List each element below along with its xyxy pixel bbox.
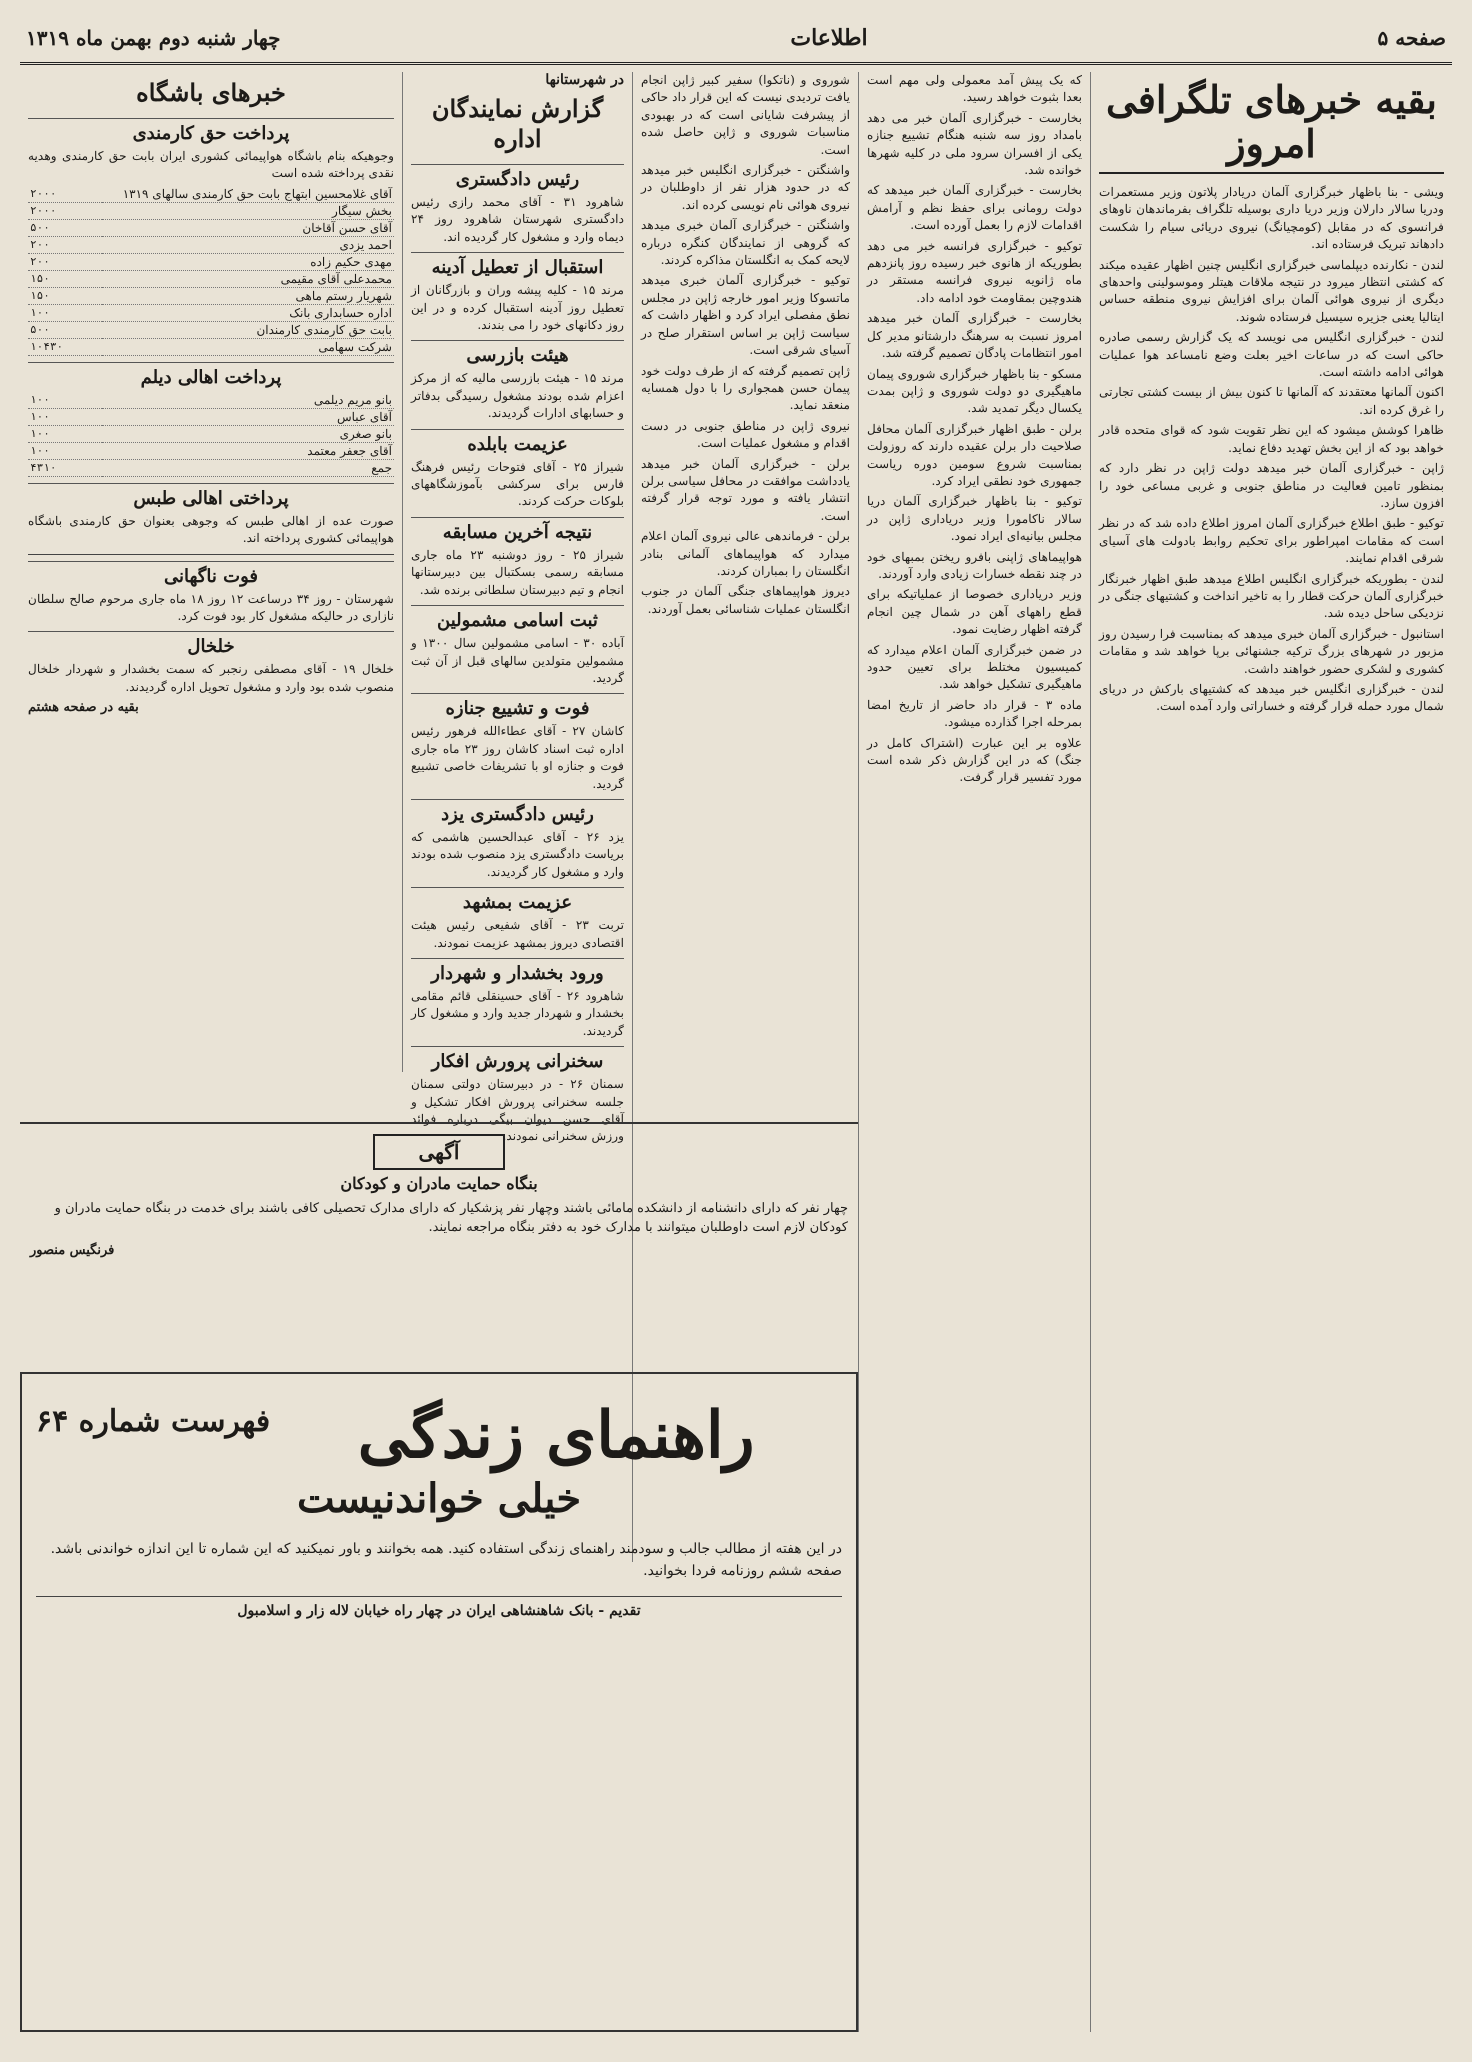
- table-row: مهدی حکیم زاده ۲۰۰: [30, 254, 392, 269]
- paragraph: دیروز هواپیماهای جنگی آلمان در جنوب انگلستان عملیات شناسائی بعمل آوردند.: [641, 584, 850, 616]
- table-row: بابت حق کارمندی کارمندان ۵۰۰: [30, 322, 392, 337]
- paragraph: وزیر دریاداری خصوصا از عملیاتیکه برای قطع راههای آهن در شمال چین انجام گرفته اظهار رضایت نمود.: [867, 587, 1082, 637]
- section-text: خلخال ۱۹ - آقای مصطفی رنجبر که سمت بخشدار و شهردار خلخال منصوب شده بود وارد و مشغول تحویل اداره گردیدند.: [28, 662, 394, 694]
- table-row: آقای حسن آقاخان ۵۰۰: [30, 220, 392, 235]
- section-text: کاشان ۲۷ - آقای عطاءالله فرهور رئیس اداره ثبت اسناد کاشان روز ۲۳ ماه جاری فوت و جنازه او با تشریفات خاصی تشییع گردید.: [411, 724, 624, 791]
- contribution-table: [28, 392, 394, 477]
- paragraph: برلن - فرماندهی عالی نیروی آلمان اعلام میدارد که هواپیماهای آلمانی بنادر انگلستان را بمباران کردند.: [641, 529, 850, 578]
- table-row: شهریار رستم ماهی ۱۵۰: [30, 288, 392, 303]
- paragraph: بخارست - خبرگزاری آلمان خبر میدهد امروز نسبت به سرهنگ دارشتانو مدیر کل امور انتظامات پادگان تصمیم گرفته شد.: [867, 311, 1082, 361]
- paragraph: لندن - بطوریکه خبرگزاری انگلیس اطلاع میدهد طبق اظهار خبرنگار خبرگزاری آلمان حرکت قطار را به تاخیر انداخت و کشتیهای جنگی در نزدیکی ساحل دیده شد.: [1099, 571, 1444, 621]
- section-text: تربت ۲۳ - آقای شفیعی رئیس هیئت اقتصادی دیروز بمشهد عزیمت نمودند.: [411, 918, 624, 950]
- notice-box: [20, 1122, 858, 1362]
- paragraph: توکیو - بنا باظهار خبرگزاری آلمان دریا سالار ناکامورا وزیر دریاداری ژاپن در مجلس بیانیه‌ای ایراد نمود.: [867, 494, 1082, 544]
- ad-footer: تقدیم - بانک شاهنشاهی ایران در چهار راه خیابان لاله زار و اسلامبول: [237, 1603, 641, 1619]
- club-intro: وجوهیکه بنام باشگاه هواپیمائی کشوری ایران بابت حق کارمندی وهدیه نقدی پرداخته شده است: [28, 149, 394, 181]
- section-title: هیئت بازرسی: [411, 340, 624, 366]
- section-title: فوت ناگهانی: [28, 561, 394, 587]
- columns: [20, 72, 1452, 2032]
- section-title: عزیمت بمشهد: [411, 887, 624, 913]
- section-text: شاهرود ۲۶ - آقای حسینقلی قائم مقامی بخشدار و شهردار جدید وارد و مشغول کار گردیدند.: [411, 988, 624, 1038]
- paragraph: ویشی - بنا باظهار خبرگزاری آلمان دریادار پلاتون وزیر مستعمرات ودریا سالار دارلان وزیر دریا داری بوسیله تلگراف بفرماندهان ناوهای فرانسوی که در مقابل (کومچیانگ) نیروی دریائی سیام را شکست دادهاند تبریک فرستاده اند.: [1099, 185, 1444, 252]
- section-title: عزیمت بابلده: [411, 429, 624, 455]
- paragraph: واشنگتن - خبرگزاری آلمان خبری میدهد که گروهی از نمایندگان کنگره درباره لایحه کمک به انگلستان مذاکره کردند.: [641, 218, 850, 268]
- notice-text: چهار نفر که دارای دانشنامه از دانشکده مامائی باشند وچهار نفر پزشکیار که دارای مدارک تحصیلی کافی باشند برای خدمت در بنگاه حمایت مادران و کودکان لازم است داوطلبان میتوانند با مدارک خود به دفتر بنگاه مراجعه نمایند.: [54, 1201, 848, 1235]
- table-row: جمع ۴۳۱۰: [30, 460, 392, 475]
- column-telegraph: [1090, 72, 1452, 2032]
- telegraph-body: [1099, 184, 1444, 716]
- provinces-headline: گزارش نمایندگان اداره: [431, 94, 604, 153]
- province-section: [411, 958, 624, 1040]
- table-row: آقای عباس ۱۰۰: [30, 409, 392, 424]
- paragraph: مسکو - بنا باظهار خبرگزاری شوروی پیمان ماهیگیری دو دولت شوروی و ژاپن بمدت یکسال دیگر تمدید شد.: [867, 366, 1082, 416]
- contribution-table: [28, 186, 394, 356]
- paragraph: لندن - خبرگزاری انگلیس می نویسد که یک گزارش رسمی صادره حاکی است که در ساعات اخیر بعلت وضع نامساعد هوا عملیات هوائی ادامه داشته است.: [1099, 330, 1444, 380]
- notice-signature: فرنگیس منصور: [30, 1243, 115, 1258]
- section-title: رئیس دادگستری: [411, 164, 624, 190]
- paragraph: اکنون آلمانها معتقدند که آلمانها تا کنون بیش از بیست کشتی تجارتی را غرق کرده اند.: [1099, 385, 1444, 417]
- ad-text: در این هفته از مطالب جالب و سودمند راهنمای زندگی استفاده کنید. همه بخوانند و باور نمیکنید که این شماره تا این اندازه خواندنی باشد. صفحه ششم روزنامه فردا بخوانید.: [50, 1541, 842, 1579]
- table-row: بخش سیگار ۲۰۰۰: [30, 203, 392, 218]
- obit-section: [28, 561, 394, 626]
- club-subhead: پرداخت حق کارمندی: [28, 118, 394, 144]
- paragraph: نیروی ژاپن در مناطق جنوبی در دست اقدام و مشغول عملیات است.: [641, 418, 850, 451]
- club-headline: خبرهای باشگاه: [136, 78, 286, 107]
- advertisement: [20, 1372, 858, 2032]
- section-text: شهرستان - روز ۳۴ درساعت ۱۲ روز ۱۸ ماه جاری مرحوم صالح سلطان نازاری در حالیکه مشغول کار بود فوت کرد.: [28, 591, 394, 624]
- province-section: [411, 340, 624, 422]
- divider: [28, 554, 394, 555]
- club-subhead: پرداخت اهالی دیلم: [28, 362, 394, 388]
- province-section: [411, 799, 624, 881]
- province-section: [411, 605, 624, 687]
- table-row: شرکت سهامی ۱۰۴۳۰: [30, 339, 392, 354]
- column-club: [20, 72, 402, 1072]
- provinces-kicker: در شهرستانها: [545, 72, 624, 88]
- province-section: [411, 252, 624, 334]
- paragraph: لندن - خبرگزاری انگلیس خبر میدهد که کشتیهای بارکش در دریای شمال مورد حمله قرار گرفته و خساراتی وارد آمده است.: [1099, 681, 1444, 714]
- section-title: رئیس دادگستری یزد: [411, 799, 624, 825]
- paragraph: استانبول - خبرگزاری آلمان خبری میدهد که بمناسبت فرا رسیدن روز مزبور در شهرهای بزرگ ترکیه جشنهائی برپا خواهد شد و مقامات کشوری و لشکری حضور خواهند داشت.: [1099, 626, 1444, 676]
- paragraph: ماده ۳ - قرار داد حاضر از تاریخ امضا بمرحله اجرا گذارده میشود.: [867, 697, 1082, 730]
- newspaper-name: اطلاعات: [790, 25, 868, 51]
- paragraph: علاوه بر این عبارت (اشتراک کامل در جنگ) که در این گزارش ذکر شده است مورد تفسیر قرار گرفت.: [867, 735, 1082, 785]
- paragraph: ژاپن - خبرگزاری آلمان خبر میدهد دولت ژاپن در نظر دارد که بمنظور تامین فعالیت در مناطق جنوبی و غربی مساعی خود را افزون سازد.: [1099, 461, 1444, 510]
- paragraph: توکیو - طبق اطلاع خبرگزاری آلمان امروز اطلاع داده شد که در نظر است که مقامات امپراطور برای تحکیم روابط بادولت های آسیای شرقی اقدام نمایند.: [1099, 516, 1444, 566]
- continued-note: بقیه در صفحه هشتم: [28, 700, 139, 716]
- club-paragraph: صورت عده از اهالی طبس که وجوهی بعنوان حق کارمندی باشگاه هواپیمائی کشوری پرداخته اند.: [28, 513, 394, 546]
- section-title: فوت و تشییع جنازه: [411, 693, 624, 719]
- paragraph: واشنگتن - خبرگزاری انگلیس خبر میدهد که در حدود هزار نفر از داوطلبان در نیروی هوائی نام نویسی کرده اند.: [641, 163, 850, 212]
- paragraph: لندن - نکارنده دیپلماسی خبرگزاری انگلیس چنین اظهار عقیده میکند که کشتی انتظار میرود در نتیجه ملاقات هیتلر وموسولینی واحدهای دیگری از نیروی هوائی آلمان برای افزایش نیروی منطقه حساس ایتالیا یعنی جزیره سیسیل فرستاده شوند.: [1099, 257, 1444, 324]
- section-title: نتیجه آخرین مسابقه: [411, 517, 624, 543]
- section-text: مرند ۱۵ - هیئت بازرسی مالیه که از مرکز اعزام شده بودند مشغول رسیدگی بدفاتر و حسابهای ادارات گردیدند.: [411, 371, 624, 421]
- section-text: سمنان ۲۶ - در دبیرستان دولتی سمنان جلسه سخنرانی پرورش افکار تشکیل و آقای حسن دیوان بیگی درباره فوائد ورزش سخنرانی نمودند.: [411, 1077, 624, 1144]
- table-row: بانو مریم دیلمی ۱۰۰: [30, 392, 392, 407]
- club-subhead: پرداختی اهالی طبس: [28, 483, 394, 509]
- telegraph-headline: بقیه خبرهای تلگرافی امروز: [1099, 78, 1444, 174]
- section-text: مرند ۱۵ - کلیه پیشه وران و بازرگانان از تعطیل روز آدینه استقبال کرده و در این روز دکانهای خود را می بندند.: [411, 283, 624, 333]
- section-text: آباده ۳۰ - اسامی مشمولین سال ۱۳۰۰ و مشمولین متولدین سالهای قبل از آن ثبت گردید.: [411, 636, 624, 685]
- notice-subtitle: بنگاه حمایت مادران و کودکان: [340, 1174, 538, 1193]
- column-news-2: [858, 72, 1090, 2032]
- section-text: شاهرود ۳۱ - آقای محمد رازی رئیس دادگستری شهرستان شاهرود روز ۲۴ دیماه وارد و مشغول کار گردیده اند.: [411, 195, 624, 244]
- issue-date: چهار شنبه دوم بهمن ماه ۱۳۱۹: [26, 26, 281, 50]
- province-section: [411, 517, 624, 599]
- paragraph: توکیو - خبرگزاری فرانسه خبر می دهد بطوریکه از هانوی خبر رسیده روز پانزدهم ماه ژانویه نیروی فرانسه مستقر در هندوچین بمقاومت خود ادامه داد.: [867, 238, 1082, 305]
- section-title: سخنرانی پرورش افکار: [411, 1046, 624, 1072]
- page-number: صفحه ۵: [1377, 26, 1446, 50]
- paragraph: بخارست - خبرگزاری آلمان خبر می دهد بامداد روز سه شنبه هنگام تشییع جنازه یکی از افسران سرود ملی در کلیه شهرها خوانده شد.: [867, 110, 1082, 178]
- province-section: [411, 693, 624, 793]
- newspaper-page: [20, 14, 1452, 2032]
- paragraph: برلن - خبرگزاری آلمان خبر میدهد یادداشت موافقت در محافل سیاسی برلن انتشار یافته و مورد توجه قرار گرفته است.: [641, 456, 850, 523]
- table-row: بانو صغری ۱۰۰: [30, 426, 392, 441]
- table-row: احمد یزدی ۲۰۰: [30, 237, 392, 252]
- ad-subheadline: خیلی خواندنیست: [296, 1475, 582, 1522]
- section-text: یزد ۲۶ - آقای عبدالحسین هاشمی که بریاست دادگستری یزد منصوب شده بودند وارد و مشغول کار گردیدند.: [411, 829, 624, 879]
- notice-title: آگهی: [373, 1134, 505, 1170]
- ad-headline: راهنمای زندگی: [357, 1398, 755, 1473]
- masthead: [20, 14, 1452, 65]
- paragraph: هواپیماهای ژاپنی بافرو ریختن بمبهای خود در چند نقطه خسارات زیادی وارد آوردند.: [867, 549, 1082, 581]
- section-title: ثبت اسامی مشمولین: [411, 605, 624, 631]
- paragraph: ظاهرا کوشش میشود که این نظر تقویت شود که قوای متحده قادر خواهد بود که از این بخش تهدید دفاع نماید.: [1099, 423, 1444, 455]
- paragraph: شوروی و (ناتکوا) سفیر کبیر ژاپن انجام یافت تردیدی نیست که این قرار داد حاکی از پیشرفت شایانی است که در بهبودی مناسبات شوروی و ژاپن حاصل شده است.: [641, 73, 850, 157]
- section-text: شیراز ۲۵ - روز دوشنبه ۲۳ ماه جاری مسابقه رسمی بسکتبال بین دبیرستانها انجام و تیم دبیرستان سلطانی برنده شد.: [411, 547, 624, 597]
- column-provinces: [402, 72, 632, 1144]
- paragraph: توکیو - خبرگزاری آلمان خبری میدهد ماتسوکا وزیر امور خارجه ژاپن در مجلس نطق مفصلی ایراد کرد و اظهار داشت که سیاست ژاپن بر اساس استقرار صلح در آسیای شرقی است.: [641, 273, 850, 358]
- paragraph: برلن - طبق اظهار خبرگزاری آلمان محافل صلاحیت دار برلن عقیده دارند که روزولت بمناسبت شروع سومین دوره ریاست جمهوری خود نطقی ایراد کرد.: [867, 421, 1082, 488]
- section-title: استقبال از تعطیل آدینه: [411, 252, 624, 278]
- divider: [36, 1596, 842, 1597]
- table-row: آقای غلامحسین ابتهاج بابت حق کارمندی سالهای ۱۳۱۹ ۲۰۰۰: [30, 186, 392, 201]
- province-section: [411, 429, 624, 511]
- table-row: آقای جعفر معتمد ۱۰۰: [30, 443, 392, 458]
- province-section: [411, 164, 624, 246]
- section-title: ورود بخشدار و شهردار: [411, 958, 624, 984]
- section-text: شیراز ۲۵ - آقای فتوحات رئیس فرهنگ فارس برای سرکشی بآموزشگاههای بلوکات حرکت کردند.: [411, 459, 624, 509]
- paragraph: ژاپن تصمیم گرفته که از طرف دولت خود پیمان حسن همجواری را با دول همسایه منعقد نماید.: [641, 363, 850, 413]
- paragraph: که یک پیش آمد معمولی ولی مهم است بعدا بثبوت خواهد رسید.: [867, 73, 1082, 105]
- paragraph: بخارست - خبرگزاری آلمان خبر میدهد که دولت رومانی برای حفظ نظم و آرامش اقدامات لازم را بعمل آورده است.: [867, 183, 1082, 233]
- province-section: [411, 887, 624, 952]
- paragraph: در ضمن خبرگزاری آلمان اعلام میدارد که کمیسیون مختلط برای تعیین حدود ماهیگیری تشکیل خواهد شد.: [867, 642, 1082, 692]
- section-title: خلخال: [28, 631, 394, 657]
- obit-section: [28, 631, 394, 696]
- table-row: محمدعلی آقای مقیمی ۱۵۰: [30, 271, 392, 286]
- table-row: اداره حسابداری بانک ۱۰۰: [30, 305, 392, 320]
- ad-issue-list: فهرست شماره ۶۴: [36, 1404, 271, 1439]
